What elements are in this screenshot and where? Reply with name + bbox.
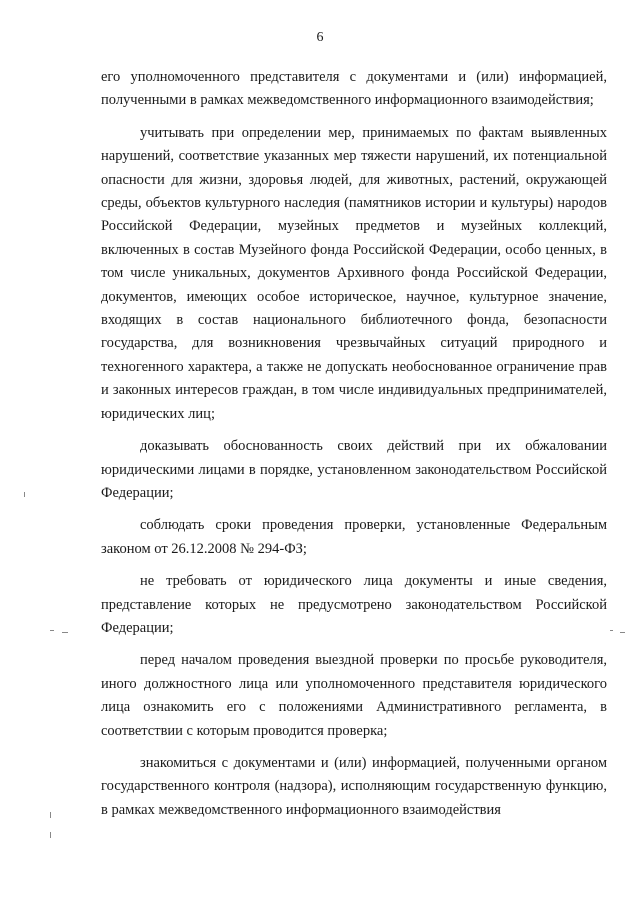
scan-speck <box>610 630 613 631</box>
scan-speck <box>62 632 68 633</box>
paragraph-deadlines: соблюдать сроки проведения проверки, установленные Федеральным законом от 26.12.2008 № 294-ФЗ; <box>101 517 607 557</box>
paragraph-continuation: его уполномоченного представителя с документами и (или) информацией, полученными в рамках межведомственного информационного взаимодействия; <box>101 69 607 109</box>
scan-speck <box>50 832 51 838</box>
page-number: 6 <box>316 30 324 45</box>
document-body <box>101 66 607 822</box>
scan-speck <box>24 492 25 497</box>
scan-speck <box>50 630 54 631</box>
scan-speck <box>620 632 625 633</box>
paragraph-regulation: перед началом проведения выездной проверки по просьбе руководителя, иного должностного лица или уполномоченного представителя юридического лица ознакомить его с положениями Административного регламента, в соответствии с которым проводится проверка; <box>101 652 607 739</box>
paragraph-interaction: знакомиться с документами и (или) информацией, полученными органом государственного контроля (надзора), исполняющим государственную функцию, в рамках межведомственного информационного взаимодействия <box>101 754 607 818</box>
paragraph-appeal: доказывать обоснованность своих действий при их обжаловании юридическими лицами в порядке, установленном законодательством Российской Федерации; <box>101 438 607 501</box>
scan-speck <box>50 812 51 818</box>
paragraph-documents: не требовать от юридического лица документы и иные сведения, представление которых не предусмотрено законодательством Российской Федерации; <box>101 573 607 636</box>
paragraph-measures: учитывать при определении мер, принимаемых по фактам выявленных нарушений, соответствие указанных мер тяжести нарушений, их потенциальной опасности для жизни, здоровья людей, для животных, растений, окружающей среды, объектов культурного наследия (памятников истории и культуры) народов Российской Федерации, музейных предметов и музейных коллекций, включенных в состав Музейного фонда Российской Федерации, особо ценных, в том числе уникальных, документов Архивного фонда Российской Федерации, документов, имеющих особое историческое, научное, культурное значение, входящих в состав национального библиотечного фонда, безопасности государства, для возникновения чрезвычайных ситуаций природного и техногенного характера, а также не допускать необоснованное ограничение прав и законных интересов граждан, в том числе индивидуальных предпринимателей, юридических лиц; <box>101 124 607 422</box>
